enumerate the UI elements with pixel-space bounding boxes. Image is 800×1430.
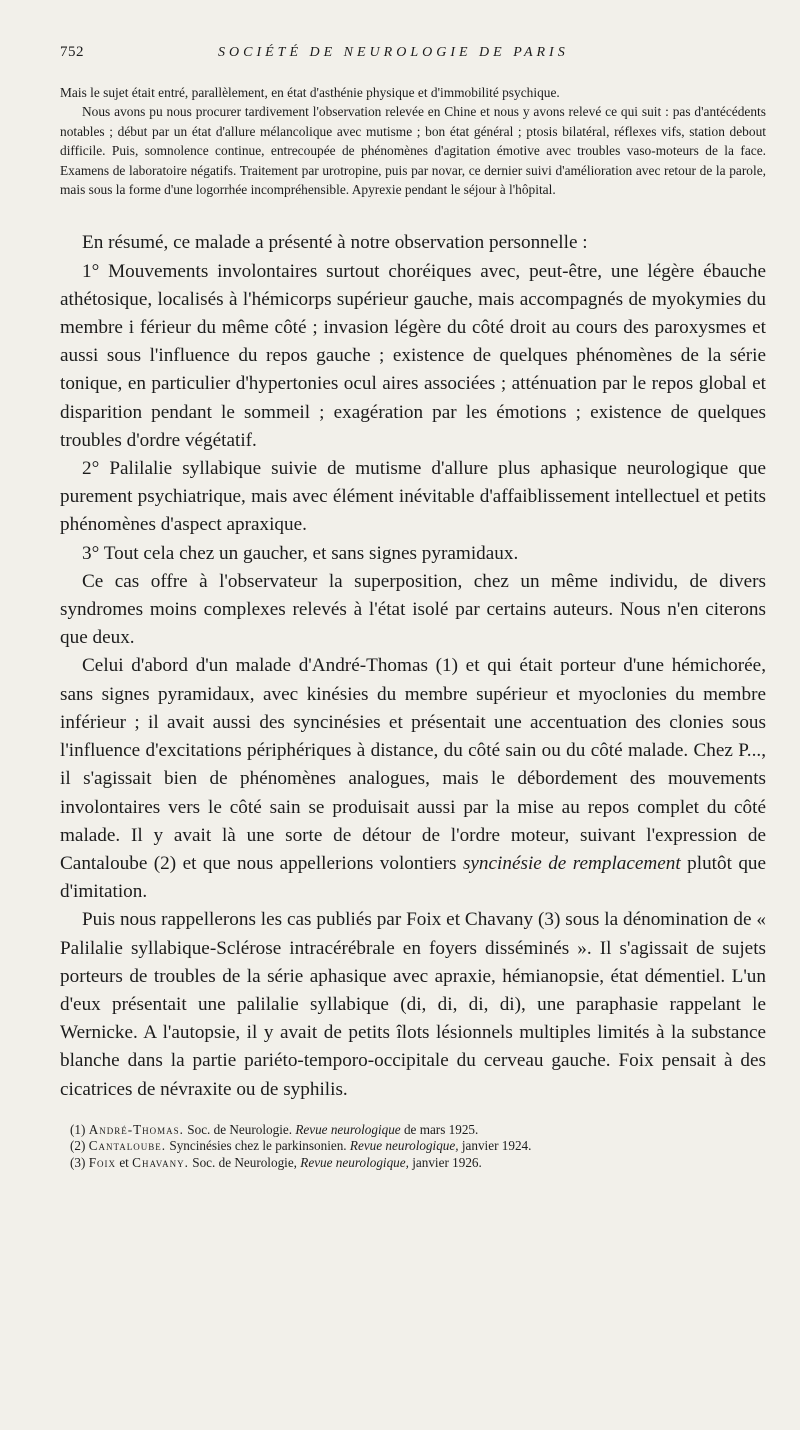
paragraph-andre-thomas xyxy=(60,652,766,906)
footnote xyxy=(60,1155,766,1171)
footnote-journal: Revue neurologique, xyxy=(300,1154,409,1170)
text-run: plutôt que d'imitation. xyxy=(60,852,767,903)
footnote-mark: (2) xyxy=(70,1138,86,1154)
footnote-date: janvier 1926. xyxy=(412,1154,482,1170)
footnote-date: de mars 1925. xyxy=(403,1121,479,1137)
text-run: Celui d'abord d'un malade d'André-Thomas (1) et qui était porteur d'une hémichorée, sans signes pyramidaux, avec kinésies du membre supérieur et myoclonies du membre inférieur ; il avait aussi des syncinésies et présentait une accentuation des clonies sous l'influence d'excitations périphériques à distance, du côté sain ou du côté malade. Chez P..., il s'agissait bien de phénomènes analogues, mais le débordement des mouvements involontaires vers le côté sain se produisait aussi par la mise au repos complet du côté malade. Il y avait là une sorte de détour de l'ordre moteur, suivant l'expression de Cantaloube (2) et que nous appellerions volontiers xyxy=(60,655,766,874)
footnote-date: janvier 1924. xyxy=(461,1138,532,1154)
footnote-journal: Revue neurologique, xyxy=(349,1138,459,1154)
footnote-mark: (1) xyxy=(70,1121,86,1137)
observation-paragraph: Mais le sujet était entré, parallèlement, en état d'asthénie physique et d'immobilité psychique. xyxy=(60,85,560,100)
italic-term: syncinésie de remplacement xyxy=(462,852,681,874)
footnotes xyxy=(60,1122,766,1171)
footnote xyxy=(60,1122,766,1138)
main-text xyxy=(60,229,766,1103)
paragraph-foix-chavany: Puis nous rappellerons les cas publiés par Foix et Chavany (3) sous la dénomination de « Palilalie syllabique-Sclérose intracérébrale en foyers disséminés ». Il s'agissait de sujets porteurs de troubles de la série aphasique avec apraxie, hémianopsie, état démentiel. L'un d'eux présentait une palilalie syllabique (di, di, di, di), une paraphasie rappelant le Wernicke. A l'autopsie, il y avait de petits îlots lésionnels multiples limités à la substance blanche dans la partie pariéto-temporo-occipitale du cerveau gauche. Foix pensait à des cicatrices de névraxite ou de syphilis. xyxy=(60,909,766,1100)
paragraph-case-overview: Ce cas offre à l'observateur la superposition, chez un même individu, de divers syndromes moins complexes relevés à l'état isolé par certains auteurs. Nous n'en citerons que deux. xyxy=(60,570,766,649)
footnote-author: Foix xyxy=(88,1154,117,1170)
observation-block xyxy=(60,83,766,199)
footnote-mark: (3) xyxy=(70,1154,86,1170)
footnote-text: Soc. de Neurologie. xyxy=(187,1121,293,1137)
paragraph-point-1: 1° Mouvements involontaires surtout choréiques avec, peut-être, une légère ébauche athétosique, localisés à l'hémicorps supérieur gauche, mais accompagnés de myokymies du membre i férieur du même côté ; invasion légère du côté droit au cours des paroxysmes et aussi sous l'influence du repos gauche ; existence de quelques phénomènes de la série tonique, en particulier d'hypertonies ocul aires associées ; atténuation par le repos global et disparition pendant le sommeil ; exagération par les émotions ; existence de quelques troubles d'ordre végétatif. xyxy=(60,260,766,451)
footnote-author: André-Thomas. xyxy=(88,1121,184,1137)
footnote-author: Chavany. xyxy=(132,1154,189,1170)
running-title: SOCIÉTÉ DE NEUROLOGIE DE PARIS xyxy=(218,45,569,60)
footnote xyxy=(60,1138,766,1154)
paragraph-point-2: 2° Palilalie syllabique suivie de mutisme d'allure plus aphasique neurologique que purement psychiatrique, mais avec élément inévitable d'affaiblissement intellectuel et petits phénomènes d'aspect apraxique. xyxy=(60,458,766,536)
footnote-text: Soc. de Neurologie, xyxy=(192,1154,297,1170)
page-header xyxy=(60,44,766,61)
paragraph-point-3: 3° Tout cela chez un gaucher, et sans signes pyramidaux. xyxy=(82,542,519,564)
paragraph-summary-intro: En résumé, ce malade a présenté à notre observation personnelle : xyxy=(82,232,588,254)
page-number: 752 xyxy=(60,44,84,60)
footnote-text: Syncinésies chez le parkinsonien. xyxy=(169,1138,347,1154)
footnote-journal: Revue neurologique xyxy=(295,1121,401,1137)
footnote-text: et xyxy=(119,1154,129,1170)
observation-paragraph: Nous avons pu nous procurer tardivement l'observation relevée en Chine et nous y avons relevé ce qui suit : pas d'antécédents notables ; début par un état d'allure mélancolique avec mutisme ; bon état général ; ptosis bilatéral, réflexes vifs, station debout difficile. Puis, somnolence continue, entrecoupée de phénomènes d'agitation émotive avec troubles vaso-moteurs de la face. Examens de laboratoire négatifs. Traitement par urotropine, puis par novar, ce dernier suivi d'amélioration avec retour de la parole, mais sous la forme d'une logorrhée incompréhensible. Apyrexie pendant le séjour à l'hôpital. xyxy=(60,104,766,198)
footnote-author: Cantaloube. xyxy=(88,1138,167,1154)
